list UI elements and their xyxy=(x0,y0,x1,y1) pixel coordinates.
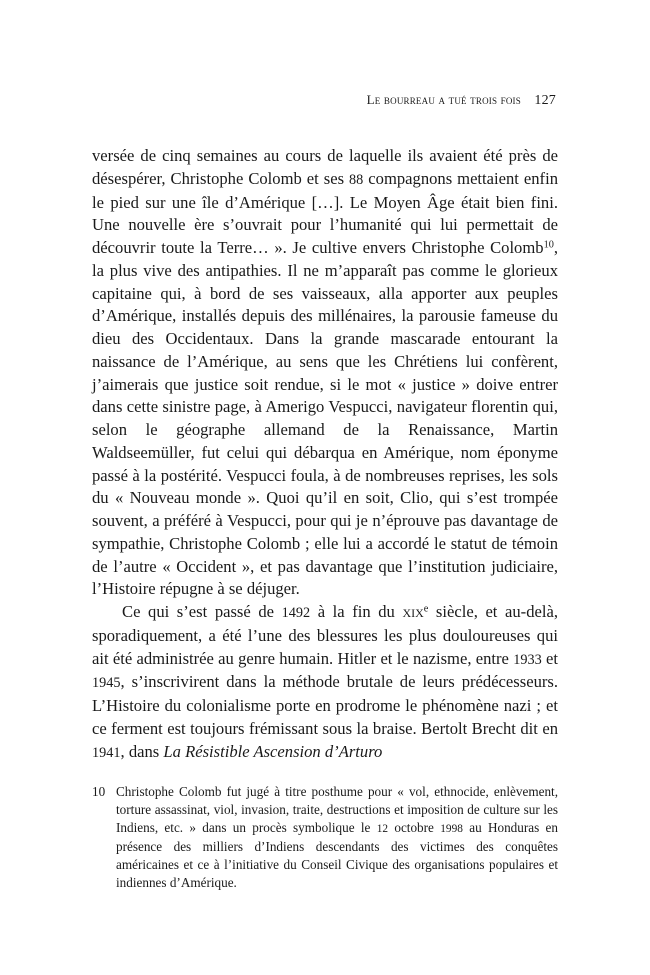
page-number: 127 xyxy=(534,93,556,108)
text-run: siècle, et au-delà, sporadiquement, a été l’une des blessures les plus douloureuses qui ait été administrée au genre humain. Hitler et le nazisme, entre xyxy=(92,602,558,668)
text-run: Ce qui s’est passé de xyxy=(122,602,282,621)
running-title: Le bourreau a tué trois fois xyxy=(366,92,521,107)
text-run: , s’inscrivirent dans la méthode brutale de leurs prédécesseurs. L’Histoire du colonialisme porte en prodrome le phénomène nazi ; et ce ferment est toujours frémissant sous la braise. Bertolt Brecht dit en xyxy=(92,672,558,738)
year-1492: 1492 xyxy=(281,605,311,621)
number-88: 88 xyxy=(349,171,364,188)
year-1941: 1941 xyxy=(92,744,121,761)
day-12: 12 xyxy=(376,823,389,835)
text-run: et xyxy=(541,648,558,668)
text-run: compagnons mettaient enfin le pied sur une île d’Amérique […]. Le Moyen Âge était bien fini. Une nouvelle ère s’ouvrait pour l’humanité qui lui permettait de découvrir toute la Terre… ». Je cultive envers Christophe Colomb xyxy=(92,168,558,257)
text-run: versée de cinq semaines au cours de laquelle ils avaient été près de désespérer, Christophe Colomb et ses xyxy=(92,146,558,188)
footnote-number: 10 xyxy=(92,784,106,799)
century-superscript: e xyxy=(423,603,429,615)
text-run: octobre xyxy=(388,820,441,835)
footnote-reference[interactable]: 10 xyxy=(543,239,554,251)
paragraph-2 xyxy=(92,601,558,764)
text-run: Christophe Colomb fut jugé à titre posthume pour « vol, ethnocide, enlèvement, torture assassinat, viol, invasion, traite, destructions et imposition de culture sur les Indiens, etc. » dans un procès symbolique le xyxy=(116,784,558,835)
year-1945: 1945 xyxy=(92,675,121,692)
text-run: au Honduras en présence des milliers d’Indiens descendants des victimes des conquêtes américaines et ce à l’initiative du Conseil Civique des organisations populaires et indiennes d’Amérique. xyxy=(116,820,559,890)
text-run: , dans xyxy=(120,741,164,761)
text-run: , la plus vive des antipathies. Il ne m’apparaît pas comme le glorieux capitaine qui, à bord de ses vaisseaux, alla apporter aux peuples d’Amérique, installés depuis des millénaires, la parousie fameuse du dieu des Occidentaux. Dans la grande mascarade entourant la naissance de l’Amérique, au sens que les Chrétiens lui confèrent, j’aimerais que justice soit rendue, si le mot « justice » doive entrer dans cette sinistre page, à Amerigo Vespucci, navigateur florentin qui, selon le géographe allemand de la Renaissance, Martin Waldseemüller, fut celui qui débarqua en Amérique, nom éponyme passé à la postérité. Vespucci foula, à de nombreuses reprises, les sols du « Nouveau monde ». Quoi qu’il en soit, Clio, qui s’est trompée souvent, a préféré à Vespucci, pour qui je n’éprouve pas davantage de sympathie, Christophe Colomb ; elle lui a accordé le statut de témoin de l’autre « Occident », et pas davantage que l’institution judiciaire, l’Histoire répugne à se déjuger. xyxy=(92,238,558,599)
text-run: à la fin du xyxy=(310,602,403,621)
paragraph-1 xyxy=(92,145,558,601)
footnote-10 xyxy=(92,783,558,892)
year-1998: 1998 xyxy=(440,823,463,835)
century-numeral: xix xyxy=(402,602,424,621)
year-1933: 1933 xyxy=(513,651,542,668)
footnote-text xyxy=(116,783,558,892)
book-title-italic: La Résistible Ascension d’Arturo xyxy=(163,741,383,761)
running-header xyxy=(367,92,556,109)
body-text xyxy=(92,145,558,764)
